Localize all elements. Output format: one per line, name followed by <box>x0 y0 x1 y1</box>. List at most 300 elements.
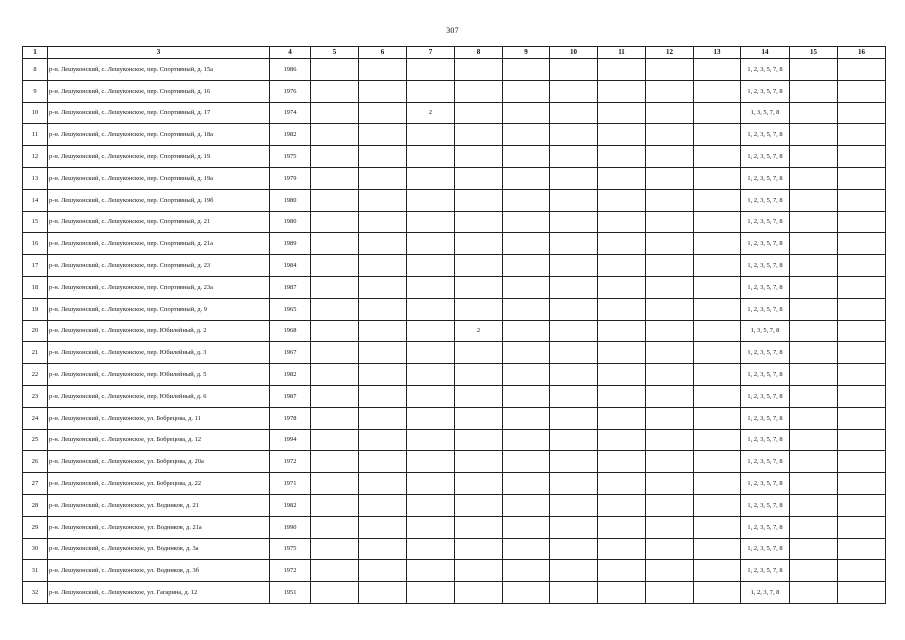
table-body <box>23 59 886 604</box>
column-7-cell <box>407 276 455 298</box>
column-10-cell <box>550 255 598 277</box>
column-8-cell <box>455 385 503 407</box>
column-6-cell <box>359 298 407 320</box>
column-12-cell <box>646 429 694 451</box>
column-15-cell <box>790 189 838 211</box>
column-10-cell <box>550 276 598 298</box>
column-16-cell <box>838 146 886 168</box>
column-15-cell <box>790 255 838 277</box>
table-row <box>23 102 886 124</box>
table-row <box>23 276 886 298</box>
column-12-cell <box>646 364 694 386</box>
column-5-cell <box>311 124 359 146</box>
address-cell: р-н. Лешуконский, с. Лешуконское, пер. Спортивный, д. 17 <box>48 102 270 124</box>
column-15-cell <box>790 80 838 102</box>
column-13-cell <box>694 189 741 211</box>
column-13-cell <box>694 102 741 124</box>
address-cell: р-н. Лешуконский, с. Лешуконское, пер. Спортивный, д. 16 <box>48 80 270 102</box>
column-16-cell <box>838 102 886 124</box>
column-7-cell <box>407 146 455 168</box>
table-row <box>23 298 886 320</box>
column-15-cell <box>790 582 838 604</box>
year-cell: 1982 <box>270 124 311 146</box>
column-9-cell <box>503 538 550 560</box>
year-cell: 1967 <box>270 342 311 364</box>
column-5-cell <box>311 298 359 320</box>
column-9-cell <box>503 494 550 516</box>
column-16-cell <box>838 538 886 560</box>
row-number-cell: 21 <box>23 342 48 364</box>
column-7-cell <box>407 451 455 473</box>
row-number-cell: 13 <box>23 167 48 189</box>
column-11-cell <box>598 102 646 124</box>
column-8-cell <box>455 167 503 189</box>
column-9-cell <box>503 233 550 255</box>
column-13-cell <box>694 473 741 495</box>
column-9-cell <box>503 320 550 342</box>
column-14-cell: 1, 2, 3, 5, 7, 8 <box>741 429 790 451</box>
column-12-cell <box>646 298 694 320</box>
table-row <box>23 429 886 451</box>
column-12-cell <box>646 167 694 189</box>
column-15-cell <box>790 538 838 560</box>
column-6-cell <box>359 494 407 516</box>
address-cell: р-н. Лешуконский, с. Лешуконское, пер. Спортивный, д. 19 <box>48 146 270 168</box>
year-cell: 1975 <box>270 538 311 560</box>
column-8-cell <box>455 211 503 233</box>
table-row <box>23 146 886 168</box>
column-6-cell <box>359 255 407 277</box>
column-12-cell <box>646 124 694 146</box>
column-15-cell <box>790 494 838 516</box>
table-row <box>23 407 886 429</box>
column-13-cell <box>694 385 741 407</box>
address-cell: р-н. Лешуконский, с. Лешуконское, ул. Водников, д. 3а <box>48 538 270 560</box>
address-cell: р-н. Лешуконский, с. Лешуконское, пер. Юбилейный, д. 5 <box>48 364 270 386</box>
table-row <box>23 211 886 233</box>
column-10-cell <box>550 124 598 146</box>
column-10-cell <box>550 342 598 364</box>
column-12-cell <box>646 189 694 211</box>
address-cell: р-н. Лешуконский, с. Лешуконское, пер. Спортивный, д. 19б <box>48 189 270 211</box>
column-11-cell <box>598 298 646 320</box>
column-13-cell <box>694 364 741 386</box>
column-7-cell <box>407 255 455 277</box>
row-number-cell: 31 <box>23 560 48 582</box>
column-8-cell <box>455 233 503 255</box>
column-16-cell <box>838 167 886 189</box>
column-13-cell <box>694 582 741 604</box>
column-5-cell <box>311 538 359 560</box>
column-8-cell <box>455 538 503 560</box>
column-header: 6 <box>359 47 407 59</box>
column-8-cell <box>455 189 503 211</box>
column-15-cell <box>790 59 838 81</box>
column-16-cell <box>838 385 886 407</box>
column-12-cell <box>646 102 694 124</box>
column-header: 9 <box>503 47 550 59</box>
address-cell: р-н. Лешуконский, с. Лешуконское, ул. Бобрецова, д. 12 <box>48 429 270 451</box>
column-16-cell <box>838 233 886 255</box>
column-15-cell <box>790 385 838 407</box>
column-7-cell <box>407 494 455 516</box>
row-number-cell: 15 <box>23 211 48 233</box>
column-15-cell <box>790 320 838 342</box>
row-number-cell: 11 <box>23 124 48 146</box>
column-16-cell <box>838 342 886 364</box>
column-14-cell: 1, 2, 3, 5, 7, 8 <box>741 407 790 429</box>
column-10-cell <box>550 146 598 168</box>
row-number-cell: 26 <box>23 451 48 473</box>
column-7-cell <box>407 364 455 386</box>
column-13-cell <box>694 298 741 320</box>
column-header: 10 <box>550 47 598 59</box>
column-16-cell <box>838 59 886 81</box>
row-number-cell: 14 <box>23 189 48 211</box>
year-cell: 1978 <box>270 407 311 429</box>
column-15-cell <box>790 473 838 495</box>
address-cell: р-н. Лешуконский, с. Лешуконское, пер. Юбилейный, д. 3 <box>48 342 270 364</box>
column-7-cell <box>407 167 455 189</box>
column-7-cell <box>407 342 455 364</box>
year-cell: 1972 <box>270 451 311 473</box>
year-cell: 1984 <box>270 255 311 277</box>
column-11-cell <box>598 473 646 495</box>
column-9-cell <box>503 516 550 538</box>
column-5-cell <box>311 560 359 582</box>
header-row <box>23 47 886 59</box>
column-13-cell <box>694 407 741 429</box>
column-11-cell <box>598 146 646 168</box>
column-6-cell <box>359 167 407 189</box>
column-14-cell: 1, 2, 3, 5, 7, 8 <box>741 189 790 211</box>
column-9-cell <box>503 211 550 233</box>
column-9-cell <box>503 473 550 495</box>
column-header: 7 <box>407 47 455 59</box>
column-header: 5 <box>311 47 359 59</box>
column-14-cell: 1, 2, 3, 5, 7, 8 <box>741 80 790 102</box>
table-row <box>23 473 886 495</box>
table-row <box>23 451 886 473</box>
column-16-cell <box>838 582 886 604</box>
column-12-cell <box>646 233 694 255</box>
column-14-cell: 1, 2, 3, 7, 8 <box>741 582 790 604</box>
column-10-cell <box>550 494 598 516</box>
column-12-cell <box>646 211 694 233</box>
address-cell: р-н. Лешуконский, с. Лешуконское, пер. Спортивный, д. 15а <box>48 59 270 81</box>
address-cell: р-н. Лешуконский, с. Лешуконское, пер. Юбилейный, д. 6 <box>48 385 270 407</box>
column-13-cell <box>694 451 741 473</box>
column-6-cell <box>359 124 407 146</box>
column-5-cell <box>311 473 359 495</box>
table-row <box>23 59 886 81</box>
column-9-cell <box>503 582 550 604</box>
column-16-cell <box>838 276 886 298</box>
column-9-cell <box>503 385 550 407</box>
year-cell: 1990 <box>270 516 311 538</box>
column-11-cell <box>598 233 646 255</box>
column-9-cell <box>503 298 550 320</box>
row-number-cell: 9 <box>23 80 48 102</box>
column-5-cell <box>311 167 359 189</box>
column-10-cell <box>550 560 598 582</box>
column-header: 12 <box>646 47 694 59</box>
column-15-cell <box>790 102 838 124</box>
column-11-cell <box>598 582 646 604</box>
column-10-cell <box>550 429 598 451</box>
year-cell: 1987 <box>270 385 311 407</box>
year-cell: 1951 <box>270 582 311 604</box>
column-11-cell <box>598 255 646 277</box>
column-14-cell: 1, 2, 3, 5, 7, 8 <box>741 451 790 473</box>
column-14-cell: 1, 2, 3, 5, 7, 8 <box>741 298 790 320</box>
column-13-cell <box>694 494 741 516</box>
column-5-cell <box>311 80 359 102</box>
column-11-cell <box>598 516 646 538</box>
row-number-cell: 27 <box>23 473 48 495</box>
column-6-cell <box>359 189 407 211</box>
column-9-cell <box>503 167 550 189</box>
column-15-cell <box>790 451 838 473</box>
column-11-cell <box>598 429 646 451</box>
column-15-cell <box>790 429 838 451</box>
column-12-cell <box>646 516 694 538</box>
column-8-cell <box>455 124 503 146</box>
column-12-cell <box>646 80 694 102</box>
column-7-cell <box>407 538 455 560</box>
column-14-cell: 1, 2, 3, 5, 7, 8 <box>741 167 790 189</box>
column-header: 8 <box>455 47 503 59</box>
column-header: 16 <box>838 47 886 59</box>
column-12-cell <box>646 342 694 364</box>
column-15-cell <box>790 364 838 386</box>
column-7-cell: 2 <box>407 102 455 124</box>
column-7-cell <box>407 385 455 407</box>
column-14-cell: 1, 2, 3, 5, 7, 8 <box>741 473 790 495</box>
table-row <box>23 255 886 277</box>
row-number-cell: 19 <box>23 298 48 320</box>
column-8-cell <box>455 80 503 102</box>
column-header: 13 <box>694 47 741 59</box>
column-8-cell <box>455 494 503 516</box>
column-7-cell <box>407 429 455 451</box>
column-13-cell <box>694 560 741 582</box>
column-header: 15 <box>790 47 838 59</box>
column-8-cell <box>455 451 503 473</box>
column-10-cell <box>550 364 598 386</box>
column-13-cell <box>694 342 741 364</box>
column-13-cell <box>694 538 741 560</box>
column-11-cell <box>598 494 646 516</box>
column-15-cell <box>790 298 838 320</box>
column-5-cell <box>311 407 359 429</box>
column-7-cell <box>407 473 455 495</box>
column-6-cell <box>359 320 407 342</box>
column-9-cell <box>503 276 550 298</box>
column-14-cell: 1, 2, 3, 5, 7, 8 <box>741 516 790 538</box>
column-8-cell <box>455 560 503 582</box>
column-13-cell <box>694 233 741 255</box>
column-8-cell <box>455 59 503 81</box>
column-6-cell <box>359 80 407 102</box>
housing-register-table <box>22 46 886 604</box>
column-10-cell <box>550 298 598 320</box>
column-6-cell <box>359 407 407 429</box>
column-10-cell <box>550 189 598 211</box>
column-10-cell <box>550 516 598 538</box>
column-16-cell <box>838 429 886 451</box>
table-row <box>23 494 886 516</box>
table-row <box>23 80 886 102</box>
year-cell: 1976 <box>270 80 311 102</box>
column-7-cell <box>407 59 455 81</box>
column-10-cell <box>550 320 598 342</box>
column-13-cell <box>694 276 741 298</box>
column-6-cell <box>359 429 407 451</box>
column-5-cell <box>311 276 359 298</box>
row-number-cell: 28 <box>23 494 48 516</box>
column-10-cell <box>550 167 598 189</box>
address-cell: р-н. Лешуконский, с. Лешуконское, ул. Водников, д. 3б <box>48 560 270 582</box>
column-9-cell <box>503 407 550 429</box>
row-number-cell: 16 <box>23 233 48 255</box>
address-cell: р-н. Лешуконский, с. Лешуконское, пер. Спортивный, д. 18а <box>48 124 270 146</box>
column-13-cell <box>694 211 741 233</box>
column-14-cell: 1, 2, 3, 5, 7, 8 <box>741 385 790 407</box>
column-9-cell <box>503 124 550 146</box>
column-11-cell <box>598 59 646 81</box>
column-6-cell <box>359 516 407 538</box>
column-10-cell <box>550 80 598 102</box>
column-9-cell <box>503 429 550 451</box>
column-14-cell: 1, 2, 3, 5, 7, 8 <box>741 255 790 277</box>
year-cell: 1974 <box>270 102 311 124</box>
column-11-cell <box>598 189 646 211</box>
column-15-cell <box>790 342 838 364</box>
year-cell: 1987 <box>270 276 311 298</box>
column-14-cell: 1, 2, 3, 5, 7, 8 <box>741 538 790 560</box>
column-12-cell <box>646 276 694 298</box>
column-12-cell <box>646 146 694 168</box>
column-11-cell <box>598 364 646 386</box>
column-13-cell <box>694 146 741 168</box>
column-10-cell <box>550 233 598 255</box>
row-number-cell: 24 <box>23 407 48 429</box>
column-11-cell <box>598 320 646 342</box>
column-14-cell: 1, 2, 3, 5, 7, 8 <box>741 59 790 81</box>
column-16-cell <box>838 473 886 495</box>
column-header: 3 <box>48 47 270 59</box>
row-number-cell: 20 <box>23 320 48 342</box>
column-12-cell <box>646 59 694 81</box>
column-10-cell <box>550 473 598 495</box>
column-12-cell <box>646 320 694 342</box>
column-15-cell <box>790 516 838 538</box>
column-14-cell: 1, 2, 3, 5, 7, 8 <box>741 494 790 516</box>
column-11-cell <box>598 80 646 102</box>
column-15-cell <box>790 233 838 255</box>
row-number-cell: 12 <box>23 146 48 168</box>
table-row <box>23 320 886 342</box>
column-12-cell <box>646 494 694 516</box>
column-9-cell <box>503 560 550 582</box>
column-6-cell <box>359 146 407 168</box>
row-number-cell: 29 <box>23 516 48 538</box>
column-9-cell <box>503 80 550 102</box>
column-16-cell <box>838 451 886 473</box>
column-7-cell <box>407 560 455 582</box>
row-number-cell: 30 <box>23 538 48 560</box>
row-number-cell: 10 <box>23 102 48 124</box>
year-cell: 1986 <box>270 59 311 81</box>
column-9-cell <box>503 255 550 277</box>
address-cell: р-н. Лешуконский, с. Лешуконское, ул. Бобрецова, д. 20а <box>48 451 270 473</box>
address-cell: р-н. Лешуконский, с. Лешуконское, пер. Спортивный, д. 21а <box>48 233 270 255</box>
column-9-cell <box>503 102 550 124</box>
column-16-cell <box>838 255 886 277</box>
column-11-cell <box>598 407 646 429</box>
address-cell: р-н. Лешуконский, с. Лешуконское, ул. Водников, д. 21 <box>48 494 270 516</box>
column-15-cell <box>790 211 838 233</box>
column-15-cell <box>790 407 838 429</box>
column-10-cell <box>550 59 598 81</box>
column-header: 14 <box>741 47 790 59</box>
column-7-cell <box>407 189 455 211</box>
column-6-cell <box>359 451 407 473</box>
address-cell: р-н. Лешуконский, с. Лешуконское, ул. Гагарина, д. 12 <box>48 582 270 604</box>
column-10-cell <box>550 385 598 407</box>
column-16-cell <box>838 298 886 320</box>
column-13-cell <box>694 124 741 146</box>
column-5-cell <box>311 582 359 604</box>
column-10-cell <box>550 582 598 604</box>
column-5-cell <box>311 364 359 386</box>
column-5-cell <box>311 255 359 277</box>
column-11-cell <box>598 538 646 560</box>
column-12-cell <box>646 560 694 582</box>
year-cell: 1971 <box>270 473 311 495</box>
column-9-cell <box>503 59 550 81</box>
column-8-cell <box>455 102 503 124</box>
column-13-cell <box>694 320 741 342</box>
column-14-cell: 1, 2, 3, 5, 7, 8 <box>741 364 790 386</box>
column-10-cell <box>550 451 598 473</box>
column-14-cell: 1, 2, 3, 5, 7, 8 <box>741 124 790 146</box>
row-number-cell: 8 <box>23 59 48 81</box>
column-16-cell <box>838 189 886 211</box>
year-cell: 1989 <box>270 233 311 255</box>
address-cell: р-н. Лешуконский, с. Лешуконское, пер. Спортивный, д. 23 <box>48 255 270 277</box>
column-8-cell <box>455 582 503 604</box>
address-cell: р-н. Лешуконский, с. Лешуконское, пер. Юбилейный, д. 2 <box>48 320 270 342</box>
column-7-cell <box>407 298 455 320</box>
column-16-cell <box>838 124 886 146</box>
column-14-cell: 1, 2, 3, 5, 7, 8 <box>741 146 790 168</box>
table-row <box>23 516 886 538</box>
column-12-cell <box>646 255 694 277</box>
table-row <box>23 538 886 560</box>
column-16-cell <box>838 80 886 102</box>
column-14-cell: 1, 3, 5, 7, 8 <box>741 320 790 342</box>
column-8-cell <box>455 146 503 168</box>
column-8-cell <box>455 516 503 538</box>
column-7-cell <box>407 582 455 604</box>
column-8-cell <box>455 364 503 386</box>
table-row <box>23 342 886 364</box>
column-13-cell <box>694 429 741 451</box>
column-16-cell <box>838 560 886 582</box>
table-row <box>23 189 886 211</box>
